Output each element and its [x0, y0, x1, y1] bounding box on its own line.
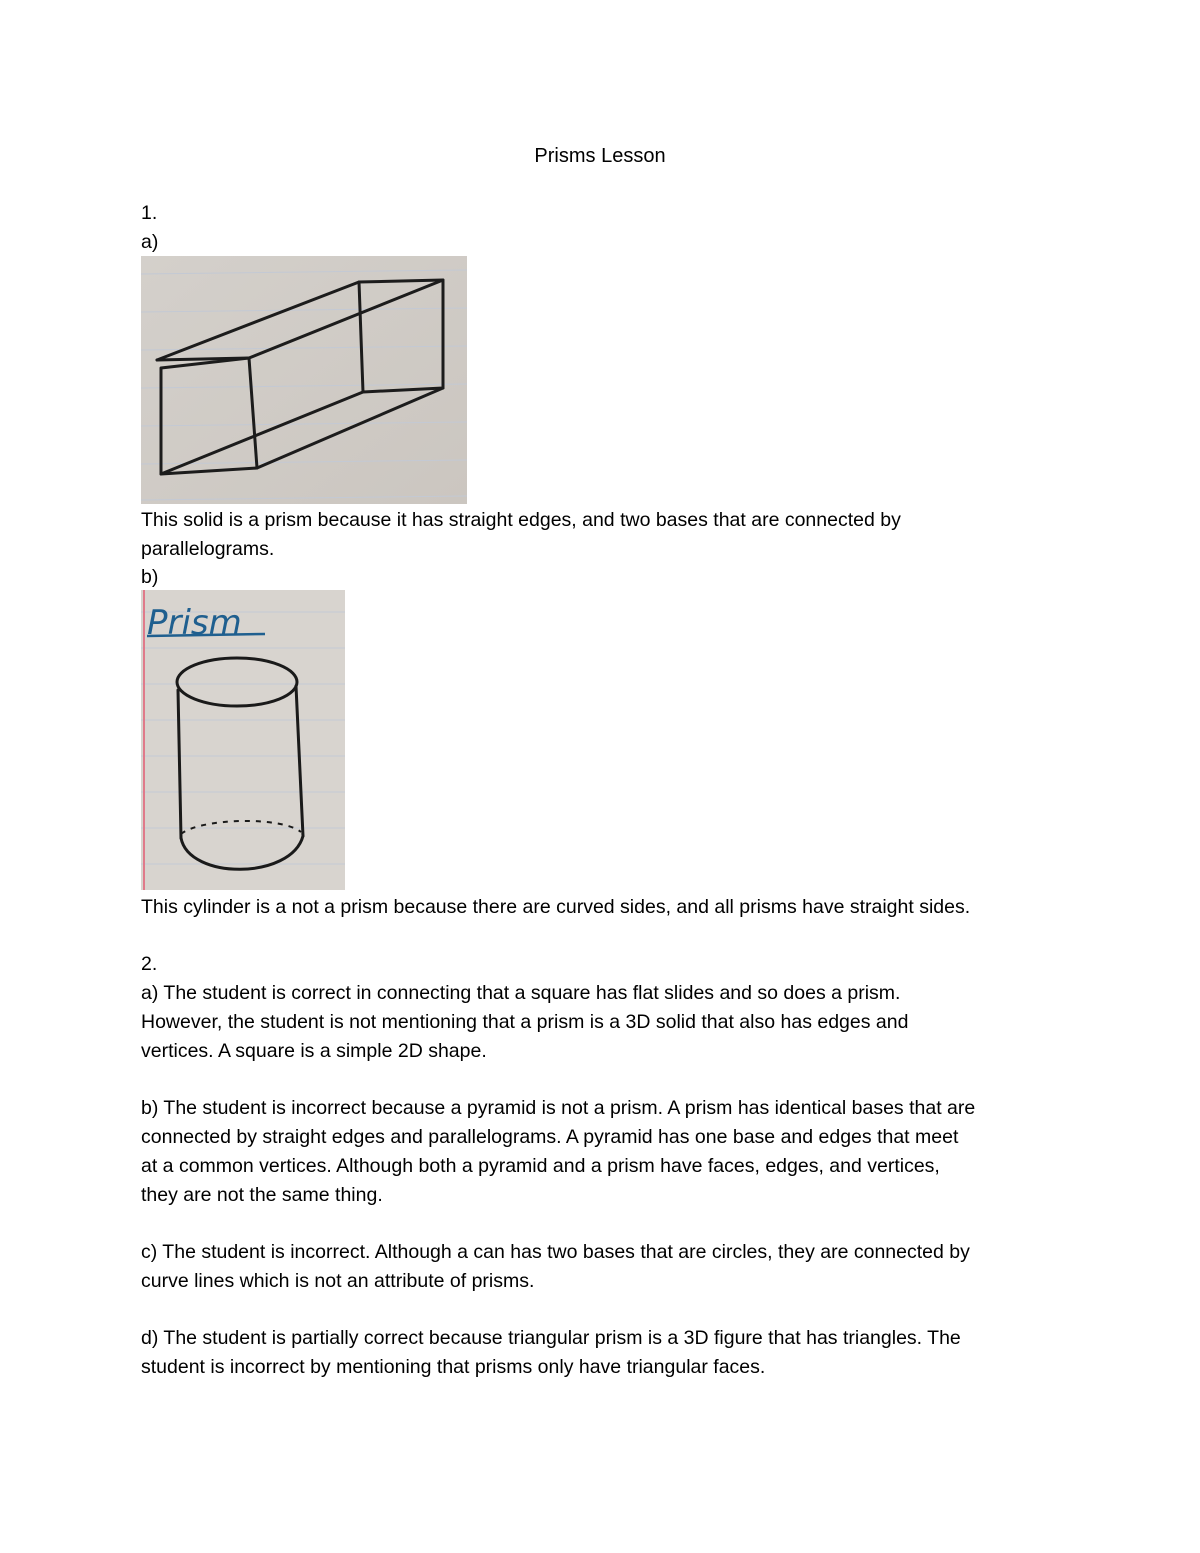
question-1a-caption-line-1: This solid is a prism because it has straight edges, and two bases that are connected by: [141, 509, 901, 531]
question-2b-line-4: they are not the same thing.: [141, 1184, 383, 1206]
question-2d-line-2: student is incorrect by mentioning that prisms only have triangular faces.: [141, 1356, 766, 1378]
question-1-number: 1.: [141, 202, 158, 224]
question-1b-label: b): [141, 566, 159, 588]
question-2a-line-3: vertices. A square is a simple 2D shape.: [141, 1040, 487, 1062]
question-1a-caption-line-2: parallelograms.: [141, 538, 275, 560]
question-2b-line-3: at a common vertices. Although both a pyramid and a prism have faces, edges, and vertices,: [141, 1155, 940, 1177]
question-2a-line-2: However, the student is not mentioning that a prism is a 3D solid that also has edges and: [141, 1011, 909, 1033]
question-2b-line-1: b) The student is incorrect because a pyramid is not a prism. A prism has identical bases that are: [141, 1097, 976, 1119]
prism-handwritten-label: Prism: [147, 603, 242, 643]
question-2c-line-1: c) The student is incorrect. Although a can has two bases that are circles, they are connected by: [141, 1241, 970, 1263]
question-1b-caption: This cylinder is a not a prism because there are curved sides, and all prisms have straight sides.: [141, 896, 971, 918]
question-1a-label: a): [141, 231, 159, 253]
rectangular-prism-photo: [141, 256, 467, 504]
question-2-number: 2.: [141, 953, 158, 975]
question-2b-line-2: connected by straight edges and parallelograms. A pyramid has one base and edges that meet: [141, 1126, 959, 1148]
cylinder-photo: [141, 590, 345, 890]
page-title: Prisms Lesson: [534, 145, 666, 167]
question-2d-line-1: d) The student is partially correct because triangular prism is a 3D figure that has triangles. The: [141, 1327, 961, 1349]
question-2a-line-1: a) The student is correct in connecting that a square has flat slides and so does a prism.: [141, 982, 901, 1004]
question-2c-line-2: curve lines which is not an attribute of prisms.: [141, 1270, 535, 1292]
